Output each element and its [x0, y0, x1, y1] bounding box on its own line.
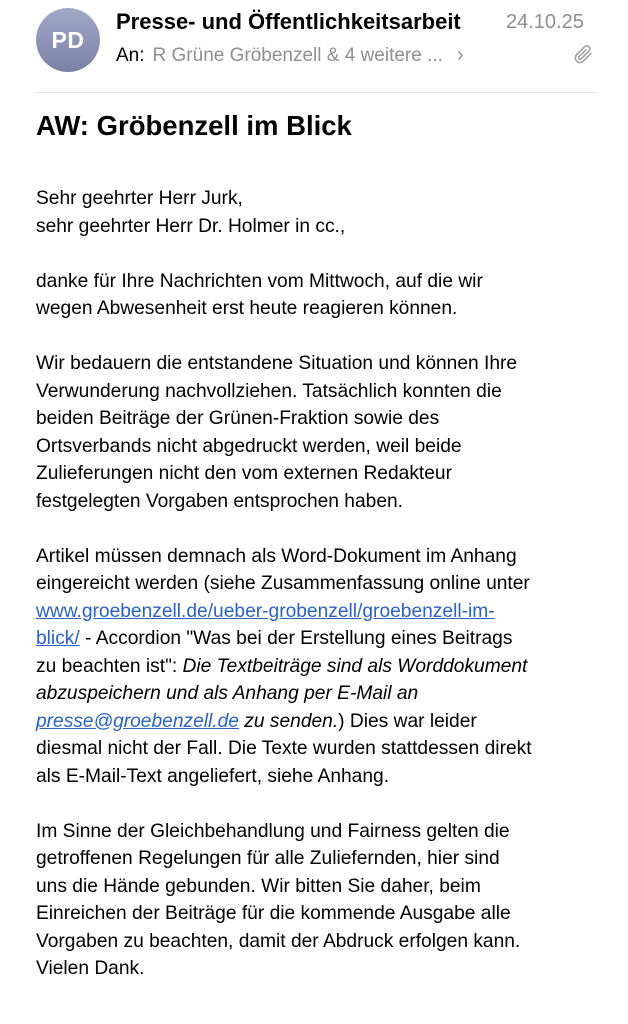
recipients-row[interactable] — [116, 44, 464, 67]
body-line: festgelegten Vorgaben entsprochen haben. — [36, 490, 403, 512]
body-line: wegen Abwesenheit erst heute reagieren können. — [36, 298, 458, 319]
presse-email-link[interactable]: presse@groebenzell.de — [36, 710, 239, 732]
to-label: An: — [116, 44, 145, 66]
body-line: Artikel müssen demnach als Word-Dokument im Anhang — [36, 545, 517, 567]
body-line: Ortsverbands nicht abgedruckt werden, weil beide — [36, 435, 462, 457]
email-date: 24.10.25 — [506, 11, 584, 33]
body-line: sehr geehrter Herr Dr. Holmer in cc., — [36, 215, 346, 237]
body-line: uns die Hände gebunden. Wir bitten Sie daher, beim — [36, 875, 481, 897]
body-line: Zulieferungen nicht den vom externen Redakteur — [36, 463, 452, 484]
italic-text: Die Textbeiträge sind als Worddokument — [182, 655, 528, 677]
groebenzell-link[interactable]: www.groebenzell.de/ueber-grobenzell/groebenzell-im- — [36, 600, 495, 622]
body-line: getroffenen Regelungen für alle Zuliefernden, hier sind — [36, 848, 500, 869]
body-line: Sehr geehrter Herr Jurk, — [36, 188, 243, 209]
body-paragraph — [36, 818, 608, 983]
chevron-right-icon: › — [456, 44, 464, 66]
email-subject: AW: Gröbenzell im Blick — [36, 110, 352, 141]
body-paragraph — [36, 350, 608, 515]
body-line: diesmal nicht der Fall. Die Texte wurden stattdessen direkt — [36, 738, 532, 759]
body-line: Vielen Dank. — [36, 958, 145, 979]
avatar-initials: PD — [51, 26, 85, 53]
body-paragraph — [36, 268, 608, 323]
avatar[interactable] — [36, 8, 100, 72]
body-line — [36, 708, 608, 736]
body-line — [36, 625, 608, 653]
body-line: Wir bedauern die entstandene Situation und können Ihre — [36, 353, 518, 374]
body-line — [36, 653, 608, 681]
body-text: ) Dies war leider — [338, 710, 477, 732]
body-line: Im Sinne der Gleichbehandlung und Fairness gelten die — [36, 820, 510, 842]
sender-name[interactable]: Presse- und Öffentlichkeitsarbeit — [116, 9, 461, 34]
body-line — [36, 598, 608, 626]
body-line: Vorgaben zu beachten, damit der Abdruck erfolgen kann. — [36, 930, 521, 952]
greeting-paragraph — [36, 185, 608, 240]
body-line: als E-Mail-Text angeliefert, siehe Anhang. — [36, 765, 390, 787]
email-header — [0, 0, 628, 92]
email-body — [36, 185, 608, 1010]
paperclip-icon[interactable] — [572, 42, 594, 66]
groebenzell-link-continued[interactable]: blick/ — [36, 628, 80, 649]
italic-text: abzuspeichern und als Anhang per E-Mail an — [36, 683, 419, 704]
body-line: Einreichen der Beiträge für die kommende Ausgabe alle — [36, 903, 511, 924]
recipients-value: R Grüne Gröbenzell & 4 weitere ... — [152, 44, 443, 66]
italic-text: zu senden. — [238, 710, 339, 732]
body-text: - Accordion "Was bei der Erstellung eines Beitrags — [79, 628, 513, 649]
body-line: danke für Ihre Nachrichten vom Mittwoch, auf die wir — [36, 270, 483, 292]
body-line: beiden Beiträge der Grünen-Fraktion sowie des — [36, 408, 440, 429]
header-divider — [36, 92, 596, 93]
body-line: eingereicht werden (siehe Zusammenfassung online unter — [36, 573, 530, 594]
body-paragraph — [36, 543, 608, 791]
body-line: Verwunderung nachvollziehen. Tatsächlich konnten die — [36, 380, 502, 402]
body-text: zu beachten ist": — [36, 655, 183, 677]
